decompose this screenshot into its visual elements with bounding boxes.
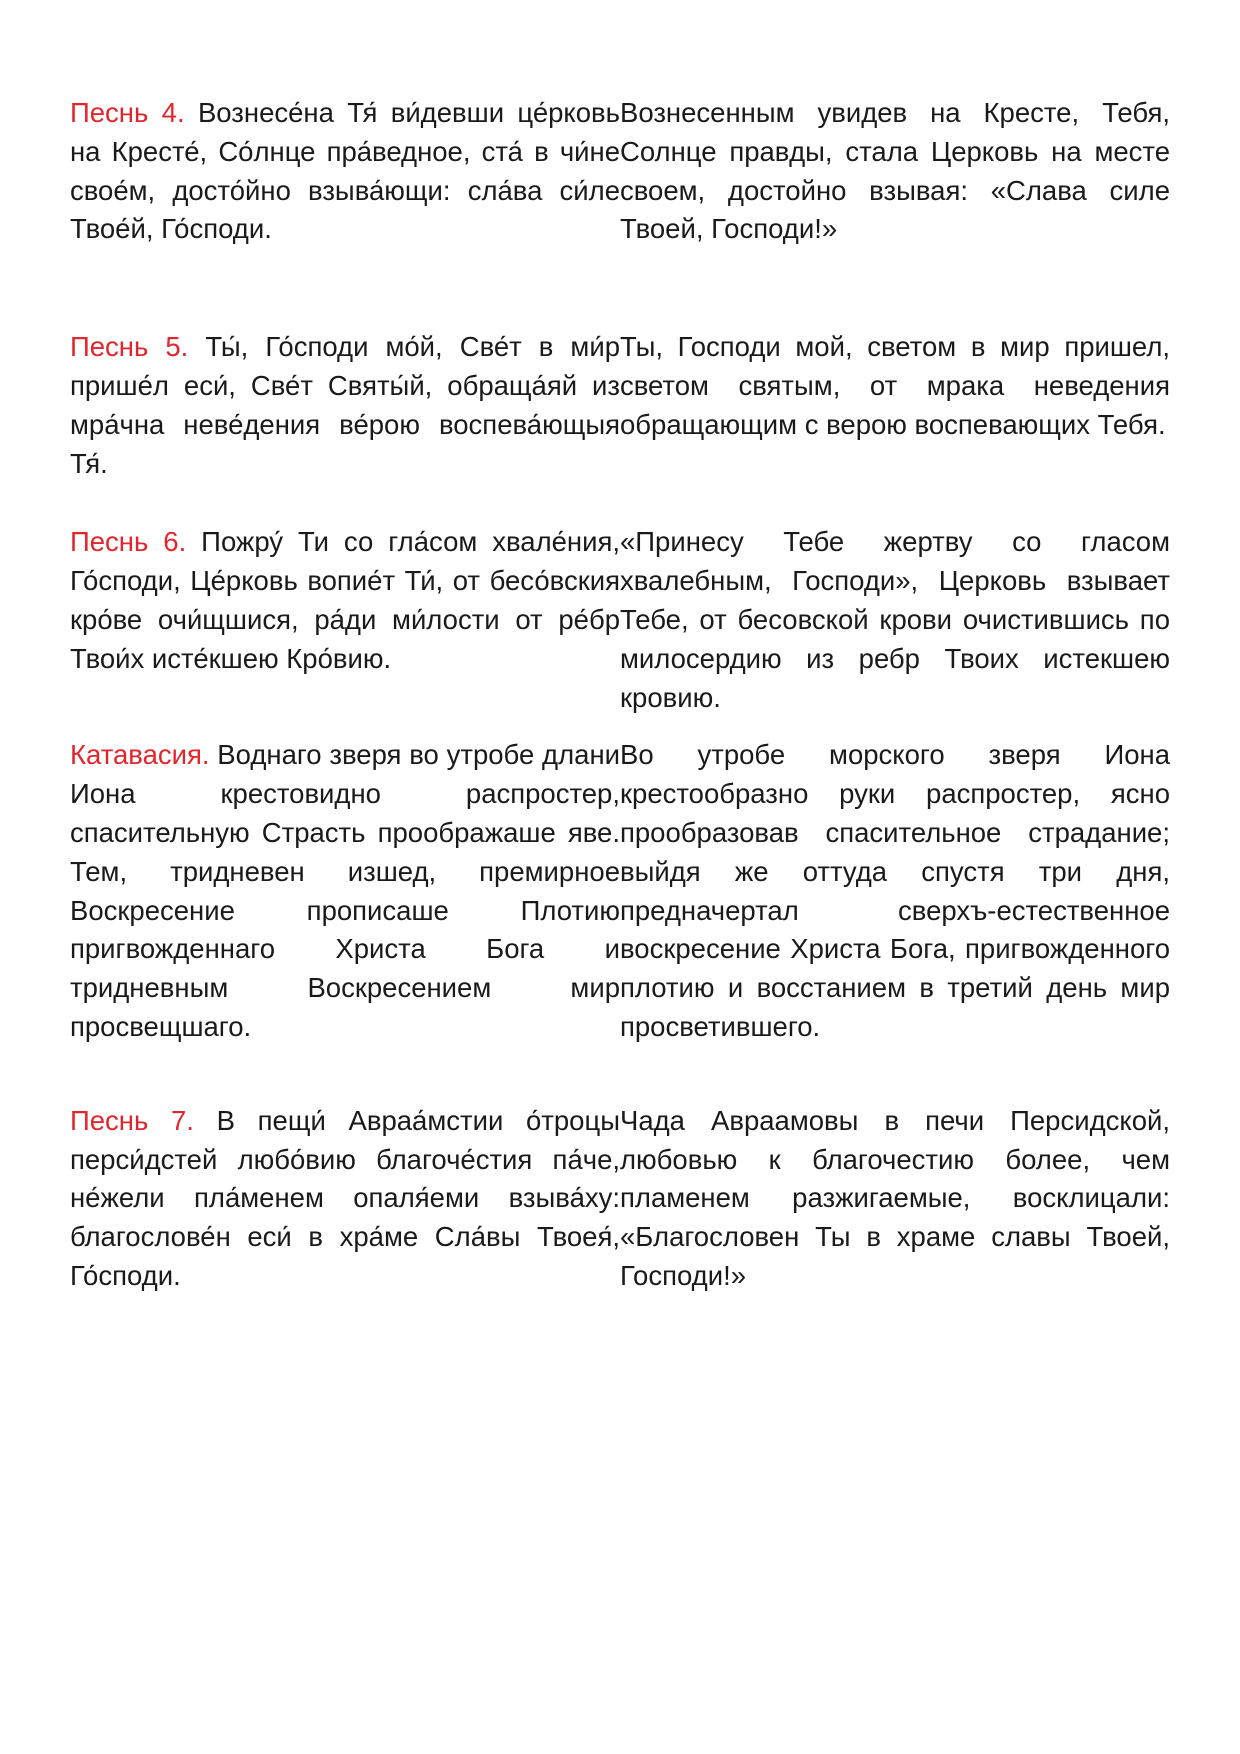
section-label: Песнь 5. [70, 331, 189, 363]
section-ode-6 [70, 523, 1170, 717]
slavonic-text [70, 328, 620, 483]
slavonic-body: Ты́, Го́споди мо́й, Све́т в ми́р прише́л еси́, Све́т Святы́й, обраща́яй из мра́чна неве́дения ве́рою воспева́ющыя Тя́. [70, 331, 620, 479]
section-label: Песнь 4. [70, 97, 185, 128]
section-ode-7 [70, 1102, 1170, 1296]
russian-text: Ты, Господи мой, светом в мир пришел, светом святым, от мрака неведения обращающим с верою воспевающих Тебя. [620, 331, 1170, 440]
slavonic-text [70, 94, 620, 249]
hymn-document [70, 94, 1170, 1296]
section-ode-5 [70, 328, 1170, 483]
slavonic-text [70, 736, 620, 1046]
russian-text: Вознесенным увидев на Кресте, Тебя, Солнце правды, стала Церковь на месте своем, достойно взывая: «Слава силе Твоей, Господи!» [620, 97, 1170, 245]
section-label: Песнь 7. [70, 1104, 194, 1136]
section-katavasia [70, 736, 1170, 1046]
section-label: Песнь 6. [70, 526, 187, 558]
slavonic-text [70, 1102, 620, 1296]
slavonic-text [70, 523, 620, 678]
slavonic-body: Вознесе́на Тя́ ви́девши це́рковь на Кресте́, Со́лнце пра́ведное, ста́ в чи́не свое́м, досто́йно взыва́ющи: сла́ва си́ле Твое́й, Го́споди. [70, 97, 620, 245]
russian-text: «Принесу Тебе жертву со гласом хвалебным, Господи», Церковь взывает Тебе, от бесовской крови очистившись по милосердию из ребр Твоих истекшею кровию. [620, 526, 1170, 713]
section-ode-4 [70, 94, 1170, 249]
russian-text: Чада Авраамовы в печи Персидской, любовью к благочестию более, чем пламенем разжигаемые, восклицали: «Благословен Ты в храме славы Твоей, Господи!» [620, 1104, 1170, 1291]
slavonic-body: В пещи́ Авраа́мстии о́троцы перси́дстей любо́вию благоче́стия па́че, не́жели пла́менем опаля́еми взыва́ху: благослове́н еси́ в хра́ме Сла́вы Твоея́, Го́споди. [70, 1104, 620, 1291]
slavonic-body: Воднаго зверя во утробе длани Иона крестовидно распростер, спасительную Страсть проображаше яве. Тем, тридневен изшед, премирное Воскресение прописаше Плотию пригвожденнаго Христа Бога и тридневным Воскресением мир просвещшаго. [70, 739, 620, 1042]
section-label: Катавасия. [70, 739, 210, 771]
slavonic-body: Пожру́ Ти со гла́сом хвале́ния, Го́споди, Це́рковь вопие́т Ти́, от бесо́вския кро́ве очи́щшися, ра́ди ми́лости от ре́бр Твои́х исте́кшею Кро́вию. [70, 526, 620, 674]
russian-text: Во утробе морского зверя Иона крестообразно руки распростер, ясно прообразовав спасительное страдание; выйдя же оттуда спустя три дня, предначертал сверхъ-естественное воскресение Христа Бога, пригвожденного плотию и восстанием в третий день мир просветившего. [620, 739, 1170, 1042]
